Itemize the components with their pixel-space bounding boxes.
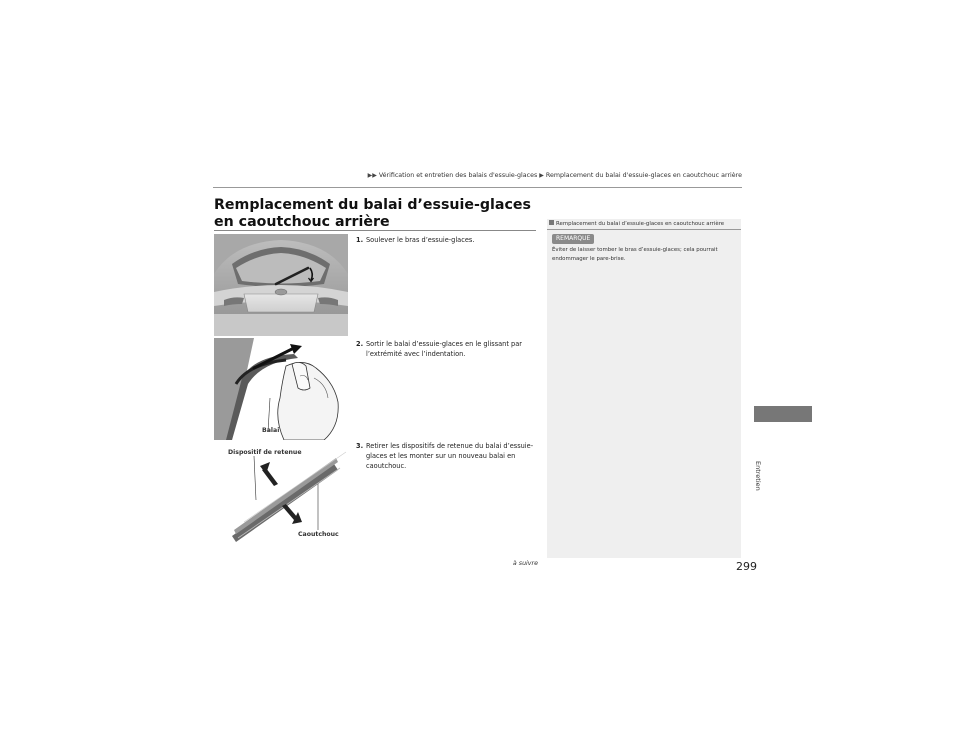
breadcrumb — [330, 172, 742, 179]
step-text: Sortir le balai d’essuie-glaces en le glissant par l’extrémité avec l’indentation. — [366, 340, 522, 359]
retainer-image — [214, 442, 348, 542]
note-marker-icon — [549, 220, 554, 225]
blade-removal-image — [214, 338, 348, 440]
step-2 — [356, 339, 536, 359]
step-number: 2. — [356, 340, 364, 348]
balai-label: Balai — [262, 427, 280, 434]
triangle-icon: ▶ — [539, 172, 544, 179]
header-rule — [213, 187, 742, 188]
step-number: 3. — [356, 442, 364, 450]
breadcrumb-item[interactable]: Remplacement du balai d'essuie-glaces en caoutchouc arrière — [545, 172, 742, 179]
step-1 — [356, 235, 536, 245]
dispositif-label: Dispositif de retenue — [228, 449, 302, 456]
continued-label: à suivre — [512, 560, 538, 567]
breadcrumb-item[interactable]: Vérification et entretien des balais d'essuie-glaces — [378, 172, 538, 179]
step-number: 1. — [356, 236, 364, 244]
caoutchouc-label: Caoutchouc — [298, 531, 339, 538]
title-rule — [214, 230, 536, 231]
step-3 — [356, 441, 536, 472]
step-text: Retirer les dispositifs de retenue du balai d’essuie-glaces et les monter sur un nouveau balai en caoutchouc. — [366, 442, 534, 471]
note-text: Éviter de laisser tomber le bras d’essuie-glaces; cela pourrait endommager le pare-brise. — [552, 247, 718, 262]
note-heading: Remplacement du balai d’essuie-glaces en caoutchouc arrière — [549, 221, 739, 227]
note-panel — [547, 219, 741, 558]
rear-car-image — [214, 234, 348, 336]
page-title: Remplacement du balai d’essuie-glaces en caoutchouc arrière — [214, 197, 531, 230]
section-tab[interactable] — [754, 406, 812, 422]
note-rule — [547, 229, 741, 230]
section-label: Entretien — [754, 461, 762, 491]
step-text: Soulever le bras d’essuie-glaces. — [366, 236, 475, 244]
remarque-badge: REMARQUE — [552, 234, 594, 244]
page-number: 299 — [736, 560, 757, 573]
triangle-icon: ▶▶ — [367, 172, 377, 179]
